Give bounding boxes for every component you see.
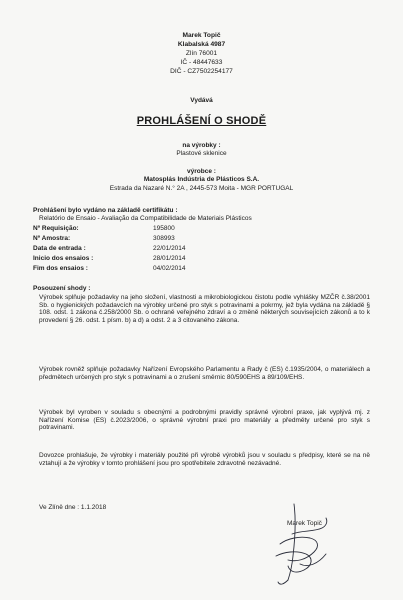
product-label: na výrobky : bbox=[182, 142, 221, 149]
manufacturer-label: výrobce : bbox=[187, 168, 216, 175]
cert-row-label: Inicio dos ensaios : bbox=[33, 255, 94, 262]
paragraph-composition: Výrobek splňuje požadavky na jeho složení, vlastnosti a mikrobiologickou čistotu podle vyhlášky MZČR č.38/2001 Sb. o hygienických požadavcích na výrobky určené pro styk s potravinami a pokrmy, jež byla vydána na základě § 108. odst. 1 zákona č.258/2000 Sb. o ochraně veřejného zdraví a o změně některých souvisejících zákonů a to k provedení § 26. odst. 1 písm. b) a d) a odst. 2 a 3 citovaného zákona. bbox=[39, 294, 370, 324]
certificate-subtitle: Relatório de Ensaio - Avaliação da Compatibilidade de Materiais Plásticos bbox=[39, 215, 252, 222]
header-street: Klabalská 4987 bbox=[177, 41, 226, 48]
header-dic: DIČ - CZ7502254177 bbox=[170, 68, 233, 75]
paragraph-eu-regulation: Výrobek rovněž splňuje požadavky Nařízení Evropského Parlamentu a Rady č (ES) č.1935/2004, o materiálech a předmětech určených pro styk s potravinami a o zrušení směrnic 80/590EHS a 89/109/EHS. bbox=[39, 366, 370, 381]
cert-row-label: Nº Requisição: bbox=[33, 225, 79, 232]
header-name: Marek Topič bbox=[182, 32, 221, 39]
cert-row-value: 195800 bbox=[153, 225, 175, 232]
header-city: Zlín 76001 bbox=[185, 50, 218, 57]
handwritten-signature bbox=[266, 494, 336, 589]
cert-row-value: 04/02/2014 bbox=[153, 265, 186, 272]
cert-row-value: 308993 bbox=[153, 235, 175, 242]
paragraph-importer: Dovozce prohlašuje, že výrobky i materiály použité při výrobě výrobků jsou v souladu s předpisy, které se na ně vztahují a že výrobky v tomto prohlášení jsou pro spotřebitele zdravotně nezávadné. bbox=[39, 452, 370, 467]
header-ic: IČ - 48447633 bbox=[180, 59, 223, 66]
issued-label: Vydává bbox=[190, 97, 213, 104]
manufacturer-name: Matosplás Indústria de Plásticos S.A. bbox=[143, 176, 260, 183]
cert-row-value: 28/01/2014 bbox=[153, 255, 186, 262]
assessment-heading: Posouzení shody : bbox=[33, 285, 91, 292]
document-title: PROHLÁŠENÍ O SHODĚ bbox=[136, 115, 267, 127]
place-date: Ve Zlíně dne : 1.1.2018 bbox=[39, 504, 107, 511]
cert-row-label: Fim dos ensaios : bbox=[33, 265, 88, 272]
manufacturer-address: Estrada da Nazaré N.° 2A , 2445-573 Moita - MGR PORTUGAL bbox=[109, 185, 294, 192]
cert-row-label: Data de entrada : bbox=[33, 245, 86, 252]
cert-row-label: Nº Amostra: bbox=[33, 235, 71, 242]
paragraph-good-practice: Výrobek byl vyroben v souladu s obecnými a podrobnými pravidly správné výrobní praxe, jak vyplývá mj. z Nařízení Komise (ES) č.2023/2006, o správné výrobní praxi pro materiály a předměty určené pro styk s potravinami. bbox=[39, 409, 370, 432]
signatory-name: Marek Topič bbox=[287, 520, 322, 527]
product-value: Plastové sklenice bbox=[176, 150, 227, 157]
cert-row-value: 22/01/2014 bbox=[153, 245, 186, 252]
certificate-heading: Prohlášení bylo vydáno na základě certifikátu : bbox=[33, 207, 178, 214]
